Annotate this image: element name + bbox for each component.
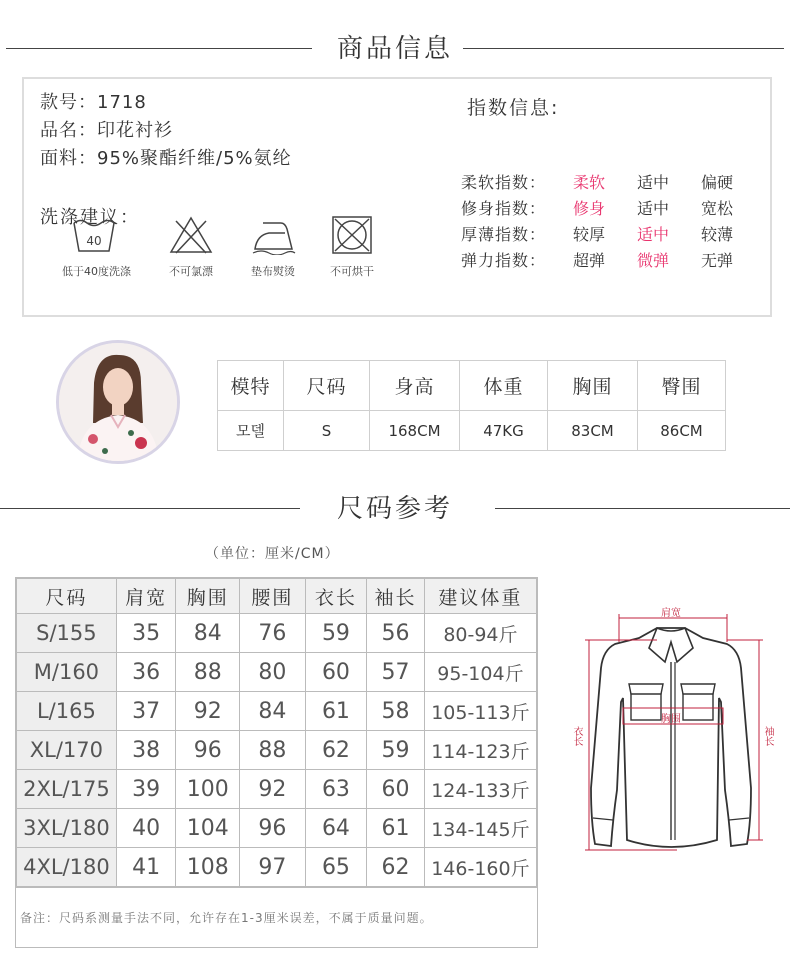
shirt-measurement-diagram <box>561 578 789 884</box>
size-value-cell: 88 <box>240 731 306 770</box>
size-value-cell: 64 <box>305 809 367 848</box>
wash-40-caption: 低于40度洗涤 <box>62 265 131 278</box>
size-table-row <box>17 614 537 653</box>
index-option: 较薄 <box>701 225 734 244</box>
svg-text:40: 40 <box>86 234 102 248</box>
index-option-selected: 微弹 <box>637 251 670 270</box>
no-bleach-icon <box>168 215 214 255</box>
size-label-cell: M/160 <box>17 653 117 692</box>
size-label-cell: 4XL/180 <box>17 848 117 887</box>
size-value-cell: 62 <box>305 731 367 770</box>
size-header-cell: 建议体重 <box>424 579 536 614</box>
size-value-cell: 146-160斤 <box>424 848 536 887</box>
size-value-cell: 100 <box>176 770 240 809</box>
shoulder-width-label: 肩宽 <box>661 608 681 619</box>
index-option-selected: 适中 <box>637 225 670 244</box>
model-photo <box>56 340 180 464</box>
index-row <box>461 170 765 196</box>
model-header-cell: 臀围 <box>638 361 726 411</box>
product-name: 品名：印花衬衫 <box>40 120 173 141</box>
model-value-cell: 86CM <box>638 411 726 451</box>
size-value-cell: 39 <box>116 770 176 809</box>
size-value-cell: 61 <box>305 692 367 731</box>
size-value-cell: 59 <box>305 614 367 653</box>
index-option: 宽松 <box>701 199 734 218</box>
iron-with-cloth <box>241 215 305 279</box>
size-value-cell: 95-104斤 <box>424 653 536 692</box>
size-label-cell: 2XL/175 <box>17 770 117 809</box>
size-value-cell: 84 <box>176 614 240 653</box>
index-row <box>461 248 765 274</box>
size-label-cell: XL/170 <box>17 731 117 770</box>
model-header-cell: 尺码 <box>284 361 370 411</box>
index-label: 弹力指数： <box>461 251 547 270</box>
wash-40 <box>62 215 131 279</box>
model-value-cell: S <box>284 411 370 451</box>
index-option-selected: 修身 <box>573 199 606 218</box>
size-reference-title: 尺码参考 <box>327 488 463 525</box>
index-option: 偏硬 <box>701 173 734 192</box>
size-value-cell: 104 <box>176 809 240 848</box>
index-option: 适中 <box>637 199 670 218</box>
iron-caption: 垫布熨烫 <box>251 265 295 278</box>
size-value-cell: 96 <box>240 809 306 848</box>
size-value-cell: 80 <box>240 653 306 692</box>
size-header-cell: 袖长 <box>367 579 425 614</box>
sleeve-label: 袖长 <box>762 726 773 746</box>
size-value-cell: 65 <box>305 848 367 887</box>
model-table-row <box>218 411 726 451</box>
model-value-cell: 47KG <box>460 411 548 451</box>
size-table-row <box>17 731 537 770</box>
size-value-cell: 58 <box>367 692 425 731</box>
model-header-cell: 身高 <box>370 361 460 411</box>
size-label-cell: S/155 <box>17 614 117 653</box>
size-value-cell: 84 <box>240 692 306 731</box>
index-label: 修身指数： <box>461 199 547 218</box>
size-table-row <box>17 692 537 731</box>
model-avatar-image <box>59 343 177 461</box>
size-value-cell: 134-145斤 <box>424 809 536 848</box>
no-tumble-dry <box>320 215 384 279</box>
index-row <box>461 222 765 248</box>
index-label: 厚薄指数： <box>461 225 547 244</box>
length-label: 衣长 <box>571 726 582 746</box>
index-option: 适中 <box>637 173 670 192</box>
size-value-cell: 61 <box>367 809 425 848</box>
size-value-cell: 38 <box>116 731 176 770</box>
size-value-cell: 35 <box>116 614 176 653</box>
size-value-cell: 56 <box>367 614 425 653</box>
style-number: 款号：1718 <box>40 92 147 113</box>
iron-with-cloth-icon <box>249 215 297 255</box>
size-value-cell: 96 <box>176 731 240 770</box>
size-value-cell: 63 <box>305 770 367 809</box>
index-option: 超弹 <box>573 251 606 270</box>
product-details <box>40 89 292 173</box>
index-option: 无弹 <box>701 251 734 270</box>
size-table-row <box>17 770 537 809</box>
size-header-cell: 腰围 <box>240 579 306 614</box>
header-line-left <box>6 48 312 49</box>
index-info-title: 指数信息: <box>467 97 560 119</box>
size-table <box>15 577 538 948</box>
model-table <box>217 360 726 451</box>
size-value-cell: 41 <box>116 848 176 887</box>
size-value-cell: 40 <box>116 809 176 848</box>
product-info-box <box>22 77 772 317</box>
size-value-cell: 88 <box>176 653 240 692</box>
wash-40-icon <box>71 215 117 255</box>
size-footnote: 备注：尺码系测量手法不同，允许存在1-3厘米误差，不属于质量问题。 <box>16 887 537 947</box>
size-header-cell: 尺码 <box>17 579 117 614</box>
size-label-cell: 3XL/180 <box>17 809 117 848</box>
index-label: 柔软指数： <box>461 173 547 192</box>
size-label-cell: L/165 <box>17 692 117 731</box>
no-tumble-dry-icon <box>331 215 373 255</box>
model-header-cell: 体重 <box>460 361 548 411</box>
unit-note: （单位：厘米/CM） <box>205 546 340 562</box>
size-value-cell: 105-113斤 <box>424 692 536 731</box>
model-value-cell: 모델 <box>218 411 284 451</box>
product-info-title: 商品信息 <box>327 28 463 65</box>
index-option: 较厚 <box>573 225 606 244</box>
size-value-cell: 80-94斤 <box>424 614 536 653</box>
model-value-cell: 168CM <box>370 411 460 451</box>
size-value-cell: 92 <box>240 770 306 809</box>
size-value-cell: 36 <box>116 653 176 692</box>
size-value-cell: 92 <box>176 692 240 731</box>
product-info-header <box>0 28 790 68</box>
size-value-cell: 60 <box>305 653 367 692</box>
no-tumble-dry-caption: 不可烘干 <box>330 265 374 278</box>
size-table-row <box>17 653 537 692</box>
size-value-cell: 37 <box>116 692 176 731</box>
size-value-cell: 60 <box>367 770 425 809</box>
no-bleach-caption: 不可氯漂 <box>169 265 213 278</box>
fabric: 面料：95%聚酯纤维/5%氨纶 <box>40 148 292 169</box>
model-value-cell: 83CM <box>548 411 638 451</box>
size-table-header <box>17 579 537 614</box>
index-table <box>461 170 765 274</box>
size-header-cell: 肩宽 <box>116 579 176 614</box>
no-bleach <box>159 215 223 279</box>
size-value-cell: 76 <box>240 614 306 653</box>
size-value-cell: 62 <box>367 848 425 887</box>
size-value-cell: 59 <box>367 731 425 770</box>
model-header-cell: 胸围 <box>548 361 638 411</box>
chest-label: 胸围 <box>661 714 681 725</box>
header-line-left <box>0 508 300 509</box>
size-table-row <box>17 809 537 848</box>
size-value-cell: 108 <box>176 848 240 887</box>
index-row <box>461 196 765 222</box>
header-line-right <box>462 48 784 49</box>
size-value-cell: 124-133斤 <box>424 770 536 809</box>
index-option-selected: 柔软 <box>573 173 606 192</box>
model-table-header <box>218 361 726 411</box>
washing-label: 洗涤建议： <box>40 207 140 228</box>
size-header-cell: 胸围 <box>176 579 240 614</box>
model-header-cell: 模特 <box>218 361 284 411</box>
header-line-right <box>495 508 790 509</box>
shirt-outline-icon <box>561 578 789 884</box>
size-reference-header <box>0 488 790 528</box>
size-header-cell: 衣长 <box>305 579 367 614</box>
size-value-cell: 114-123斤 <box>424 731 536 770</box>
size-table-row <box>17 848 537 887</box>
size-value-cell: 57 <box>367 653 425 692</box>
size-value-cell: 97 <box>240 848 306 887</box>
